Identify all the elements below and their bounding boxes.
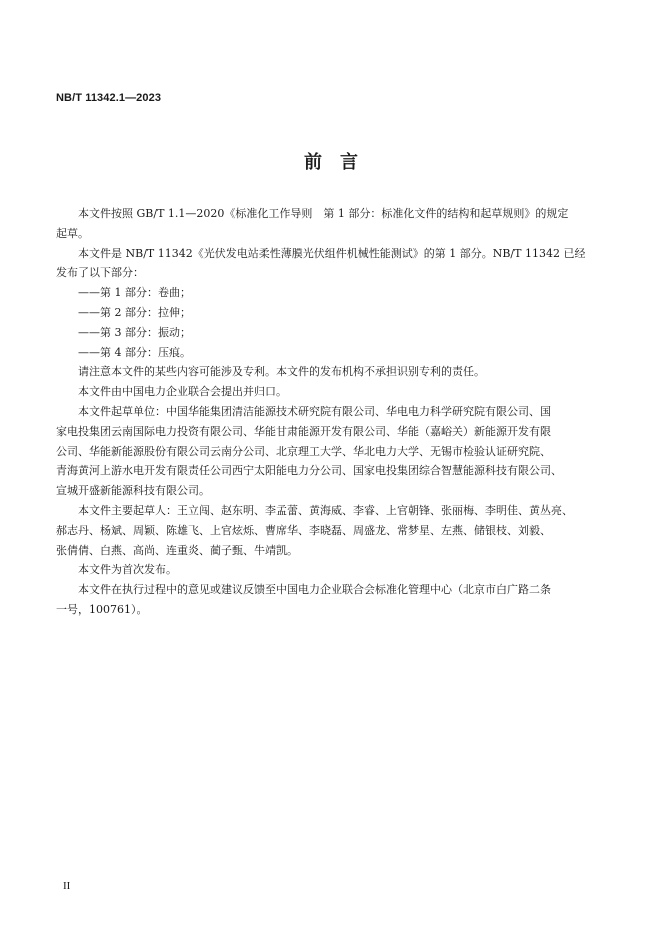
text-line: 发布了以下部分： <box>56 266 144 280</box>
text-line: 本文件起草单位：中国华能集团清洁能源技术研究院有限公司、华电电力科学研究院有限公司、国 <box>78 404 551 418</box>
document-code: NB/T 11342.1—2023 <box>56 92 162 104</box>
text-line: 本文件由中国电力企业联合会提出并归口。 <box>78 385 287 399</box>
text-line: 本文件主要起草人：王立闯、赵东明、李孟蕾、黄海威、李睿、上官朝锋、张丽梅、李明佳、黄丛亮、 <box>78 503 573 517</box>
text-line: ——第 3 部分：振动； <box>78 325 191 339</box>
text-line: 宣城开盛新能源科技有限公司。 <box>56 484 210 498</box>
page-title: 前 言 <box>304 152 358 173</box>
text-line: 张倩倩、白燕、高尚、连重炎、蔺子甄、牛靖凯。 <box>56 543 298 557</box>
foreword-body <box>56 204 608 620</box>
text-line: 本文件是 NB/T 11342《光伏发电站柔性薄膜光伏组件机械性能测试》的第 1 部分。NB/T 11342 已经 <box>78 246 586 260</box>
text-line: 本文件在执行过程中的意见或建议反馈至中国电力企业联合会标准化管理中心（北京市白广路二条 <box>78 583 551 597</box>
text-line: 本文件为首次发布。 <box>78 563 177 577</box>
text-line: ——第 2 部分：拉伸； <box>78 305 191 319</box>
text-line: 家电投集团云南国际电力投资有限公司、华能甘肃能源开发有限公司、华能（嘉峪关）新能源开发有限 <box>56 424 551 438</box>
text-line: 起草。 <box>56 226 89 240</box>
text-line: ——第 4 部分：压痕。 <box>78 345 191 359</box>
text-line: 本文件按照 GB/T 1.1—2020《标准化工作导则 第 1 部分：标准化文件的结构和起草规则》的规定 <box>78 207 569 220</box>
text-line: 郝志丹、杨斌、周颖、陈雄飞、上官炫烁、曹席华、李晓磊、周盛龙、常梦星、左燕、储银枝、刘毅、 <box>56 523 551 537</box>
text-line: ——第 1 部分：卷曲； <box>78 286 191 300</box>
text-line: 青海黄河上游水电开发有限责任公司西宁太阳能电力分公司、国家电投集团综合智慧能源科技有限公司、 <box>56 464 562 478</box>
text-line: 请注意本文件的某些内容可能涉及专利。本文件的发布机构不承担识别专利的责任。 <box>78 365 485 379</box>
text-line: 公司、华能新能源股份有限公司云南分公司、北京理工大学、华北电力大学、无锡市检验认证研究院、 <box>56 444 551 458</box>
text-line: 一号，100761）。 <box>56 602 148 616</box>
page-number: II <box>63 880 71 892</box>
